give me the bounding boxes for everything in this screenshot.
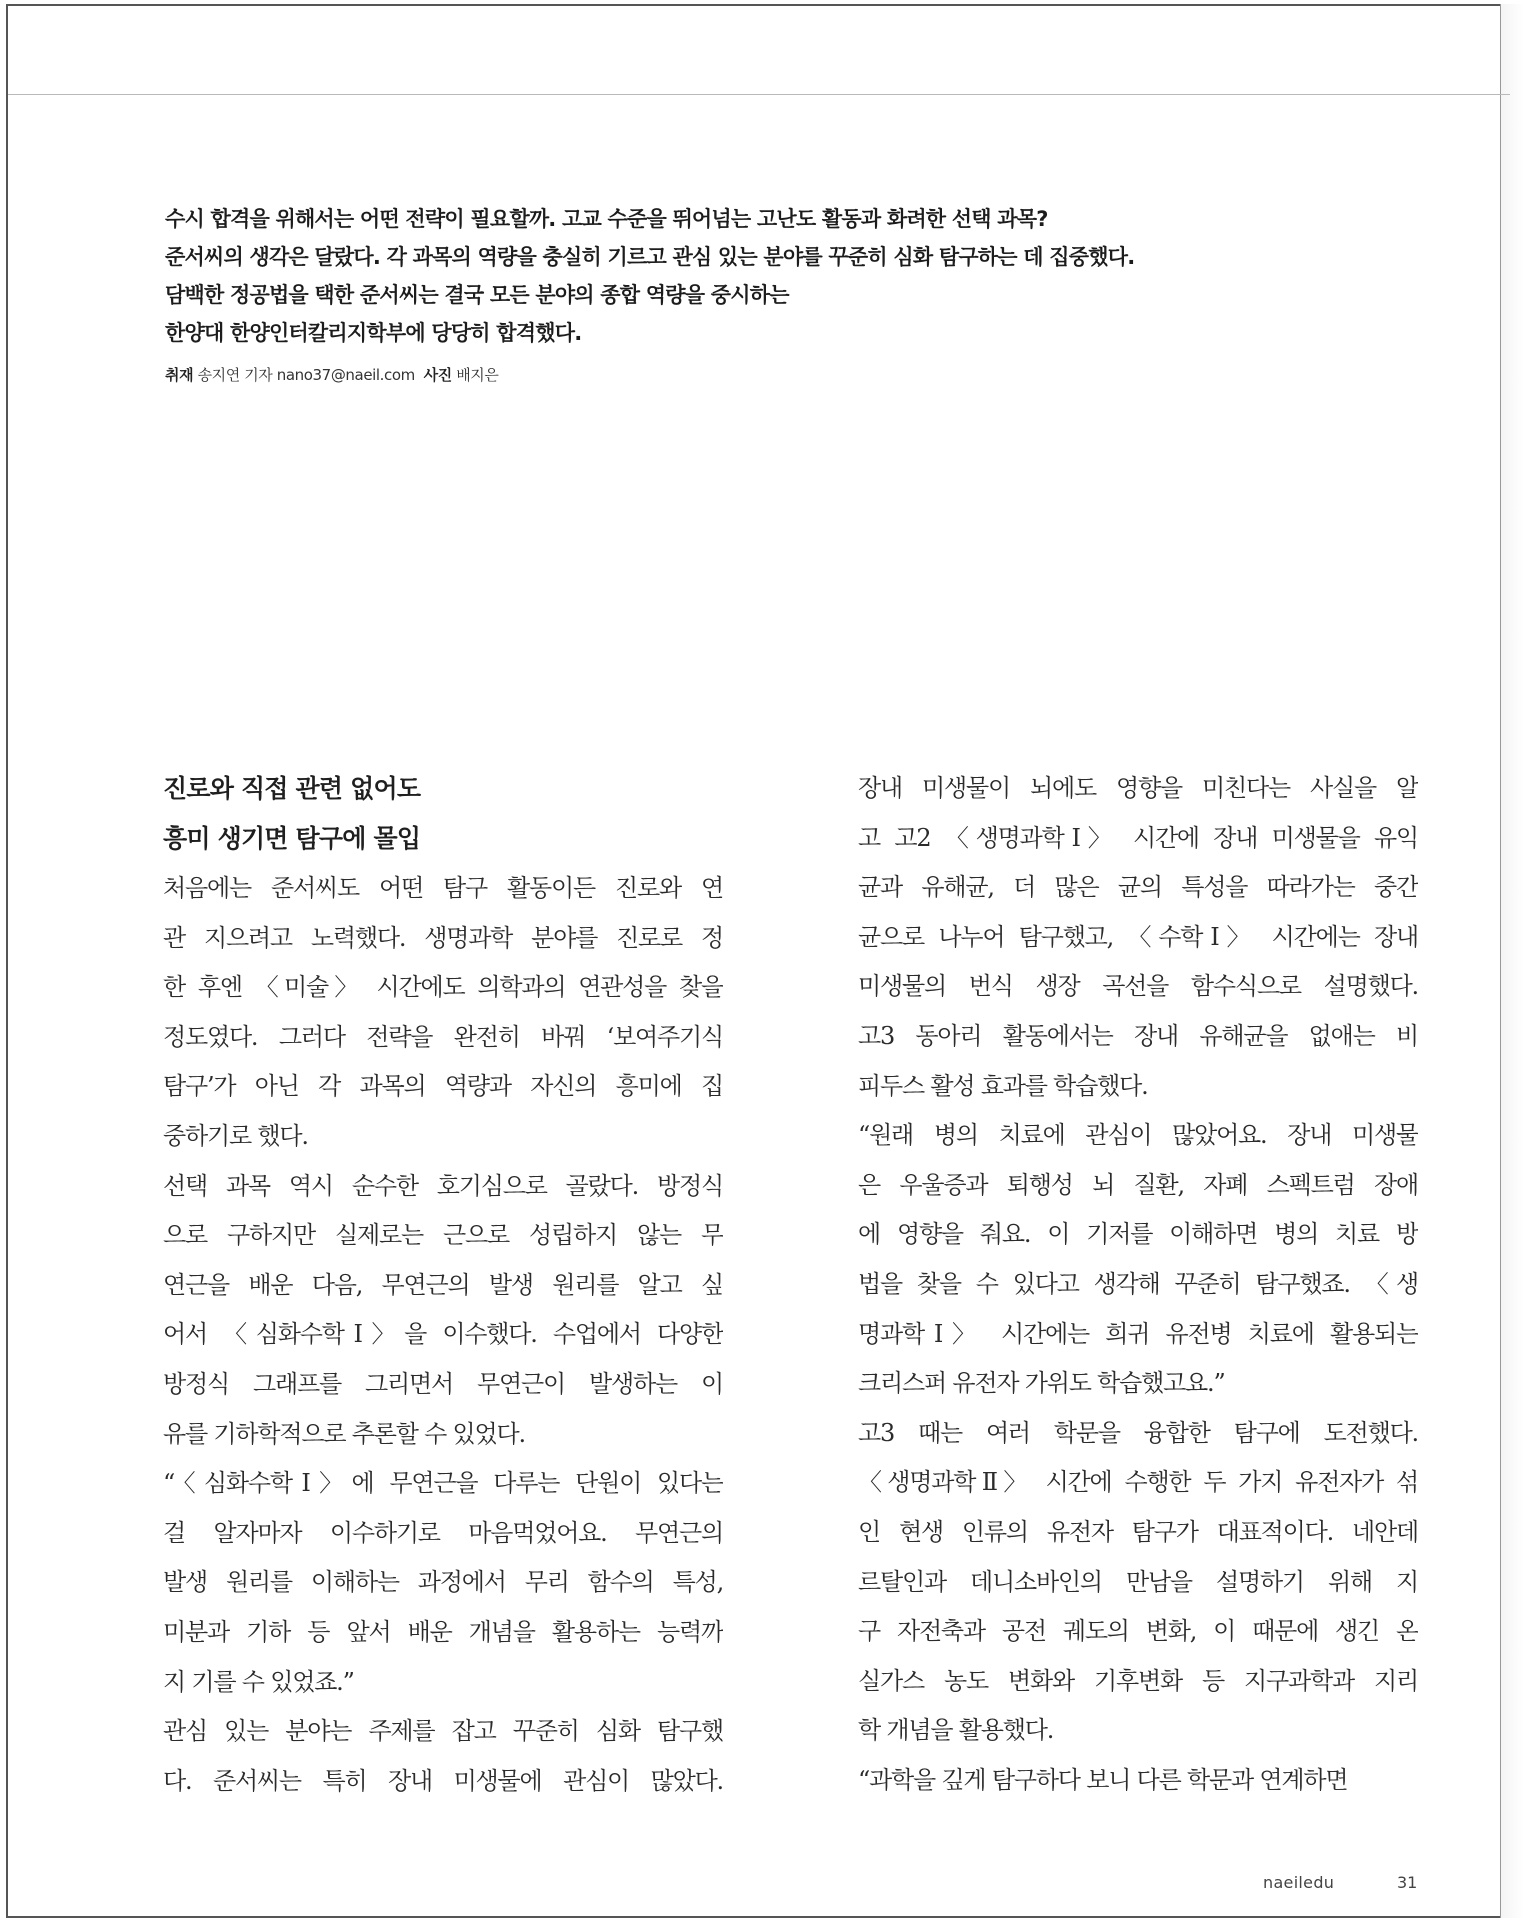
- section-subhead: 진로와 직접 관련 없어도: [163, 774, 421, 803]
- lead-line: 담백한 정공법을 택한 준서씨는 결국 모든 분야의 종합 역량을 중시하는: [165, 283, 789, 307]
- body-line: 르탈인과 데니소바인의 만남을 설명하기 위해 지: [858, 1567, 1418, 1596]
- body-line: 유를 기하학적으로 추론할 수 있었다.: [163, 1419, 525, 1448]
- article-column-left: [163, 764, 723, 1806]
- body-line: 은 우울증과 퇴행성 뇌 질환, 자폐 스펙트럼 장애: [858, 1170, 1418, 1199]
- body-line: 처음에는 준서씨도 어떤 탐구 활동이든 진로와 연: [163, 874, 723, 902]
- body-line: 균으로 나누어 탐구했고, 〈수학Ⅰ〉 시간에는 장내: [858, 922, 1418, 951]
- body-line: 으로 구하지만 실제로는 근으로 성립하지 않는 무: [163, 1221, 723, 1250]
- body-line: 구 자전축과 공전 궤도의 변화, 이 때문에 생긴 온: [858, 1617, 1418, 1646]
- body-line: 관 지으려고 노력했다. 생명과학 분야를 진로로 정: [163, 923, 723, 952]
- body-line: 고 고2 〈생명과학Ⅰ〉 시간에 장내 미생물을 유익: [858, 823, 1418, 852]
- body-line: 한 후엔 〈미술〉 시간에도 의학과의 연관성을 찾을: [163, 973, 723, 1002]
- body-line: 연근을 배운 다음, 무연근의 발생 원리를 알고 싶: [163, 1270, 723, 1299]
- body-line: 실가스 농도 변화와 기후변화 등 지구과학과 지리: [858, 1666, 1418, 1695]
- body-line: “〈심화수학Ⅰ〉에 무연근을 다루는 단원이 있다는: [163, 1469, 723, 1498]
- body-line: 선택 과목 역시 순수한 호기심으로 골랐다. 방정식: [163, 1171, 723, 1200]
- body-line: 고3 때는 여러 학문을 융합한 탐구에 도전했다.: [858, 1418, 1418, 1447]
- body-line: 에 영향을 줘요. 이 기저를 이해하면 병의 치료 방: [858, 1220, 1418, 1249]
- body-line: 관심 있는 분야는 주제를 잡고 꾸준히 심화 탐구했: [163, 1717, 723, 1746]
- body-line: 크리스퍼 유전자 가위도 학습했고요.”: [858, 1369, 1225, 1398]
- body-line: 명과학Ⅰ〉 시간에는 희귀 유전병 치료에 활용되는: [858, 1319, 1418, 1348]
- body-line: 어서 〈심화수학Ⅰ〉을 이수했다. 수업에서 다양한: [163, 1320, 723, 1349]
- body-line: 걸 알자마자 이수하기로 마음먹었어요. 무연근의: [163, 1518, 723, 1547]
- body-line: 〈생명과학Ⅱ〉 시간에 수행한 두 가지 유전자가 섞: [858, 1468, 1418, 1497]
- reporter-name: 송지연 기자 nano37@naeil.com: [197, 366, 415, 384]
- header-rule: [8, 94, 1510, 95]
- body-line: 학 개념을 활용했다.: [858, 1716, 1054, 1745]
- body-line: 고3 동아리 활동에서는 장내 유해균을 없애는 비: [858, 1021, 1418, 1050]
- body-line: 장내 미생물이 뇌에도 영향을 미친다는 사실을 알: [858, 774, 1418, 802]
- article-lead: [165, 200, 1365, 386]
- article-column-right: [858, 764, 1418, 1805]
- byline: [165, 364, 1365, 386]
- body-line: 법을 찾을 수 있다고 생각해 꾸준히 탐구했죠. 〈생: [858, 1269, 1418, 1298]
- body-line: 방정식 그래프를 그리면서 무연근이 발생하는 이: [163, 1369, 723, 1398]
- page-edge: [1500, 4, 1524, 1918]
- body-line: 피두스 활성 효과를 학습했다.: [858, 1071, 1148, 1100]
- lead-line: 준서씨의 생각은 달랐다. 각 과목의 역량을 충실히 기르고 관심 있는 분야를 꾸준히 심화 탐구하는 데 집중했다.: [165, 245, 1135, 269]
- body-line: 탐구’가 아닌 각 과목의 역량과 자신의 흥미에 집: [163, 1072, 723, 1101]
- body-line: 정도였다. 그러다 전략을 완전히 바꿔 ‘보여주기식: [163, 1022, 723, 1051]
- body-line: 중하기로 했다.: [163, 1121, 308, 1150]
- page-number: 31: [1397, 1873, 1418, 1892]
- lead-line: 수시 합격을 위해서는 어떤 전략이 필요할까. 고교 수준을 뛰어넘는 고난도 활동과 화려한 선택 과목?: [165, 207, 1048, 231]
- body-line: 균과 유해균, 더 많은 균의 특성을 따라가는 중간: [858, 873, 1418, 902]
- photographer-name: 배지은: [456, 366, 499, 384]
- reporting-label: 취재: [165, 366, 194, 384]
- body-line: 미분과 기하 등 앞서 배운 개념을 활용하는 능력까: [163, 1617, 723, 1646]
- body-line: 지 기를 수 있었죠.”: [163, 1667, 354, 1696]
- section-subhead: 흥미 생기면 탐구에 몰입: [163, 824, 421, 853]
- body-line: 다. 준서씨는 특히 장내 미생물에 관심이 많았다.: [163, 1766, 723, 1795]
- body-line: 미생물의 번식 생장 곡선을 함수식으로 설명했다.: [858, 972, 1418, 1001]
- photo-label: 사진: [423, 366, 452, 384]
- body-line: 발생 원리를 이해하는 과정에서 무리 함수의 특성,: [163, 1568, 723, 1597]
- body-line: 인 현생 인류의 유전자 탐구가 대표적이다. 네안데: [858, 1517, 1418, 1546]
- footer-brand: naeiledu: [1263, 1873, 1335, 1892]
- body-line: “과학을 깊게 탐구하다 보니 다른 학문과 연계하면: [858, 1765, 1348, 1794]
- lead-line: 한양대 한양인터칼리지학부에 당당히 합격했다.: [165, 321, 582, 345]
- body-line: “원래 병의 치료에 관심이 많았어요. 장내 미생물: [858, 1121, 1418, 1150]
